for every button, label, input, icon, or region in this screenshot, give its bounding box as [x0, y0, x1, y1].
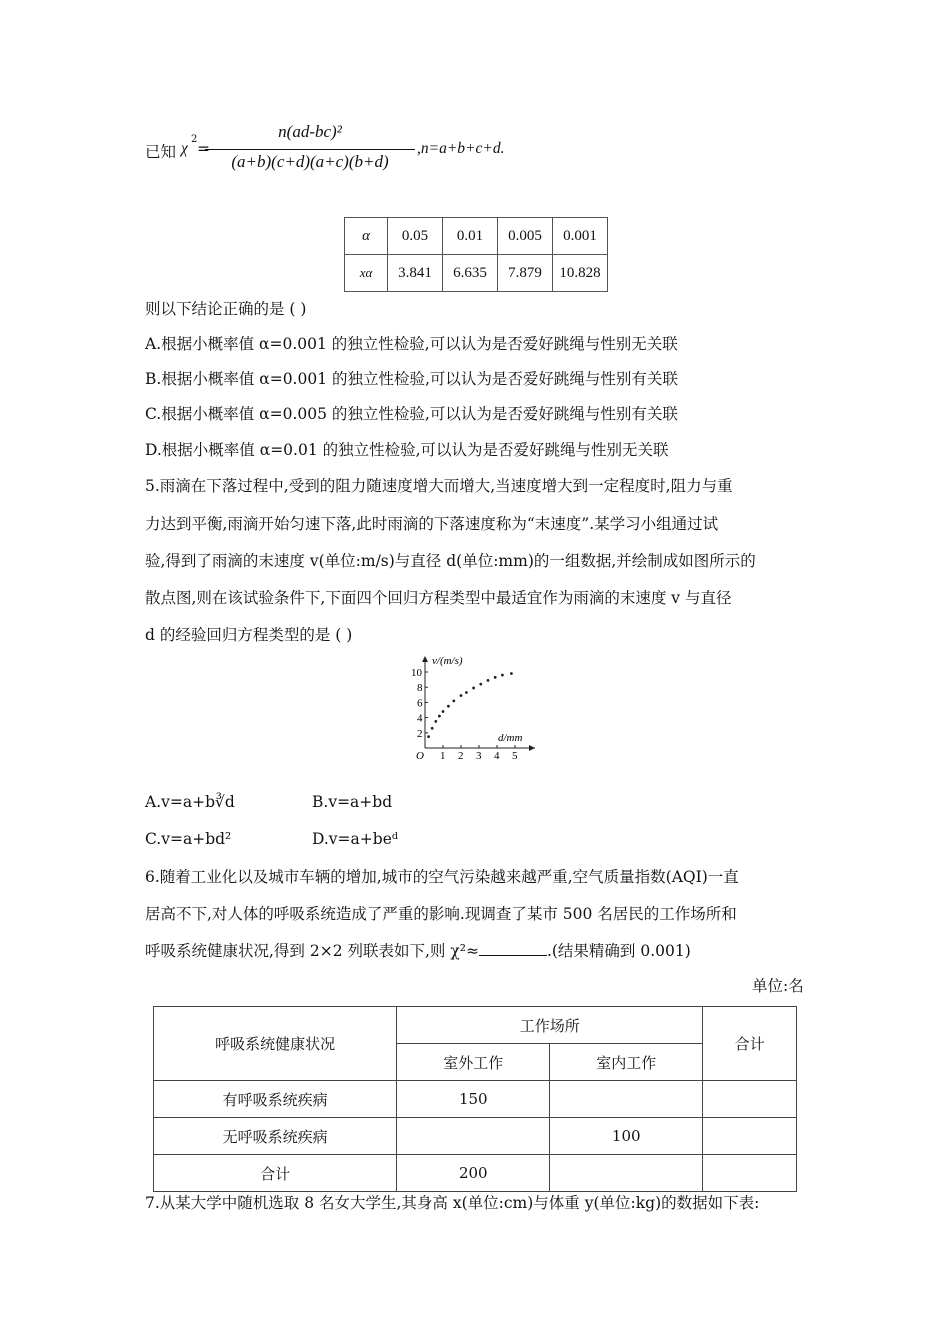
y-axis-label: v/(m/s): [432, 655, 463, 667]
data-point: [487, 679, 490, 682]
data-point: [452, 699, 455, 702]
chi-square-formula: 已知 χ 2 = n(ad-bc)² (a+b)(c+d)(a+c)(b+d) ,n=a+b+c+d.: [145, 122, 505, 171]
option-a: A.根据小概率值 α=0.001 的独立性检验,可以认为是否爱好跳绳与性别无关联: [145, 335, 678, 353]
header-health-status: 呼吸系统健康状况: [154, 1007, 397, 1081]
question-5-line: d 的经验回归方程类型的是 ( ): [145, 626, 353, 644]
option-d: D.根据小概率值 α=0.01 的独立性检验,可以认为是否爱好跳绳与性别无关联: [145, 441, 669, 459]
data-point: [501, 674, 504, 677]
table-cell: 合计: [154, 1155, 397, 1192]
answer-blank[interactable]: [479, 941, 547, 956]
table-cell: α: [345, 218, 388, 255]
table-cell: 150: [397, 1081, 550, 1118]
table-cell: 0.05: [388, 218, 443, 255]
question-6-line: [145, 939, 691, 961]
option-b: B.v=a+bd: [312, 793, 393, 811]
table-row: [345, 255, 608, 292]
table-row: [154, 1007, 797, 1044]
question-5-line: 验,得到了雨滴的末速度 v(单位:m/s)与直径 d(单位:mm)的一组数据,并绘制成如图所示的: [145, 552, 756, 570]
x-tick-label: 3: [476, 750, 482, 762]
data-point: [438, 715, 441, 718]
formula-eq: =: [197, 140, 210, 158]
data-point: [434, 720, 437, 723]
formula-prefix: 已知: [145, 143, 177, 161]
option-c: C.v=a+bd²: [145, 830, 232, 848]
table-row: [154, 1081, 797, 1118]
x-tick-label: 1: [440, 750, 446, 762]
header-outdoor: 室外工作: [397, 1044, 550, 1081]
x-axis-label: d/mm: [498, 732, 523, 744]
header-workplace: 工作场所: [397, 1007, 703, 1044]
formula-denominator: (a+b)(c+d)(a+c)(b+d): [231, 152, 389, 171]
contingency-table: [153, 1006, 797, 1192]
table-cell: 6.635: [443, 255, 498, 292]
question-6-text: 呼吸系统健康状况,得到 2×2 列联表如下,则 χ²≈: [145, 942, 479, 960]
data-point: [510, 672, 513, 675]
table-cell: 10.828: [553, 255, 608, 292]
y-tick-label: 10: [411, 667, 422, 679]
data-point: [431, 727, 434, 730]
formula-chi: χ: [181, 140, 188, 157]
option-c: C.根据小概率值 α=0.005 的独立性检验,可以认为是否爱好跳绳与性别有关联: [145, 405, 678, 423]
table-cell: 0.001: [553, 218, 608, 255]
question-6-line: 居高不下,对人体的呼吸系统造成了严重的影响.现调查了某市 500 名居民的工作场所和: [145, 905, 737, 923]
x-axis-arrow: [529, 745, 535, 751]
question-5-line: 力达到平衡,雨滴开始匀速下落,此时雨滴的下落速度称为“末速度”.某学习小组通过试: [145, 515, 719, 533]
data-point: [472, 687, 475, 690]
alpha-critical-table: [344, 217, 608, 292]
table-cell: [550, 1155, 703, 1192]
question-7-line: 7.从某大学中随机选取 8 名女大学生,其身高 x(单位:cm)与体重 y(单位:kg)的数据如下表:: [145, 1194, 760, 1212]
data-point: [460, 694, 463, 697]
origin-label: O: [416, 750, 424, 762]
y-tick-label: 4: [417, 712, 423, 725]
option-a: A.v=a+b∛d: [145, 793, 235, 811]
y-tick-label: 6: [417, 697, 423, 710]
table-cell: 有呼吸系统疾病: [154, 1081, 397, 1118]
table-cell: xα: [345, 255, 388, 292]
question-5-line: 散点图,则在该试验条件下,下面四个回归方程类型中最适宜作为雨滴的末速度 v 与直径: [145, 589, 732, 607]
formula-numerator: n(ad-bc)²: [278, 122, 342, 141]
option-b: B.根据小概率值 α=0.001 的独立性检验,可以认为是否爱好跳绳与性别有关联: [145, 370, 678, 388]
data-point: [442, 710, 445, 713]
table-cell: 7.879: [498, 255, 553, 292]
question-5-line: 5.雨滴在下落过程中,受到的阻力随速度增大而增大,当速度增大到一定程度时,阻力与重: [145, 477, 733, 495]
y-axis-arrow: [422, 656, 428, 662]
data-point: [427, 735, 430, 738]
question-stem: 则以下结论正确的是 ( ): [145, 300, 307, 318]
scatter-plot: [410, 652, 540, 764]
formula-suffix: ,n=a+b+c+d.: [417, 140, 505, 157]
table-row: [154, 1155, 797, 1192]
y-tick-label: 2: [417, 727, 423, 740]
table-cell: [703, 1081, 797, 1118]
option-d: D.v=a+beᵈ: [312, 830, 399, 848]
data-point: [479, 683, 482, 686]
table-row: [154, 1118, 797, 1155]
question-6-line: 6.随着工业化以及城市车辆的增加,城市的空气污染越来越严重,空气质量指数(AQI)一直: [145, 868, 739, 886]
table-cell: [703, 1118, 797, 1155]
table-cell: 3.841: [388, 255, 443, 292]
header-indoor: 室内工作: [550, 1044, 703, 1081]
header-total: 合计: [703, 1007, 797, 1081]
data-point: [465, 691, 468, 694]
unit-label: 单位:名: [752, 977, 804, 995]
table-cell: [550, 1081, 703, 1118]
table-cell: [703, 1155, 797, 1192]
question-6-text: .(结果精确到 0.001): [546, 942, 691, 960]
data-point: [447, 705, 450, 708]
table-cell: 0.01: [443, 218, 498, 255]
x-tick-label: 5: [512, 750, 518, 762]
table-cell: 无呼吸系统疾病: [154, 1118, 397, 1155]
formula-fraction: [205, 122, 415, 172]
table-row: [345, 218, 608, 255]
table-cell: [397, 1118, 550, 1155]
y-tick-label: 8: [417, 682, 423, 695]
data-point: [494, 676, 497, 679]
table-cell: 0.005: [498, 218, 553, 255]
x-tick-label: 4: [494, 750, 500, 762]
table-cell: 200: [397, 1155, 550, 1192]
table-cell: 100: [550, 1118, 703, 1155]
x-tick-label: 2: [458, 750, 464, 762]
